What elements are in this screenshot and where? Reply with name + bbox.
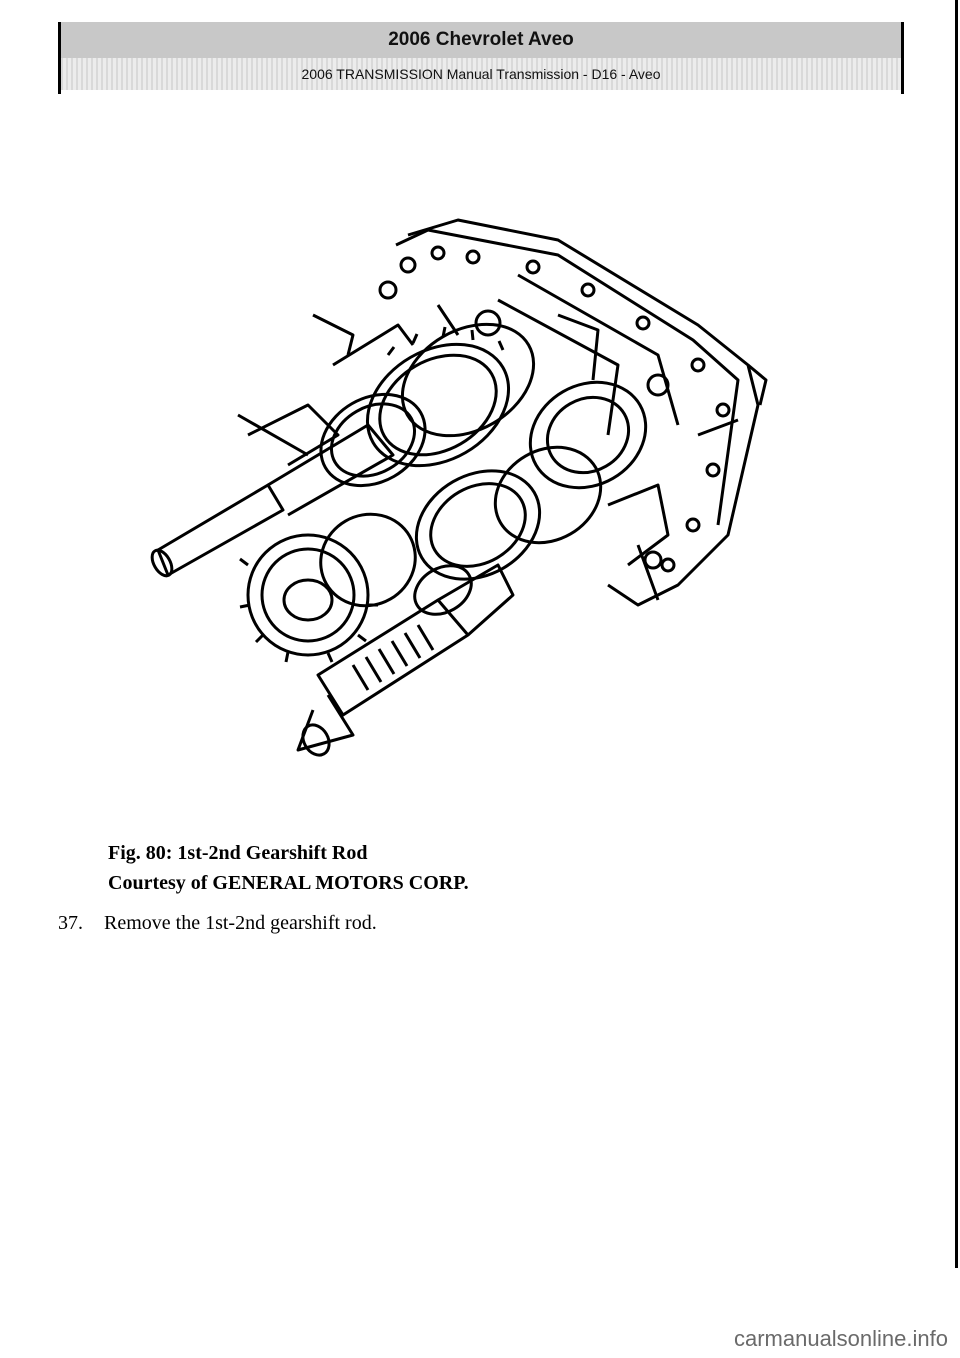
watermark: carmanualsonline.info [733,1326,948,1351]
caption-credit: Courtesy of GENERAL MOTORS CORP. [108,872,469,894]
step-number: 37. [58,912,83,934]
header-title: 2006 Chevrolet Aveo [61,22,901,58]
procedure-step [58,912,377,935]
page-header [58,22,904,94]
gearbox-drawing [138,205,778,765]
caption-title: Fig. 80: 1st-2nd Gearshift Rod [108,842,368,864]
figure-caption [108,838,469,898]
page-right-rule [955,0,958,1268]
step-text: Remove the 1st-2nd gearshift rod. [104,912,377,934]
header-subtitle: 2006 TRANSMISSION Manual Transmission - D16 - Aveo [61,58,901,90]
transmission-illustration [138,205,778,765]
